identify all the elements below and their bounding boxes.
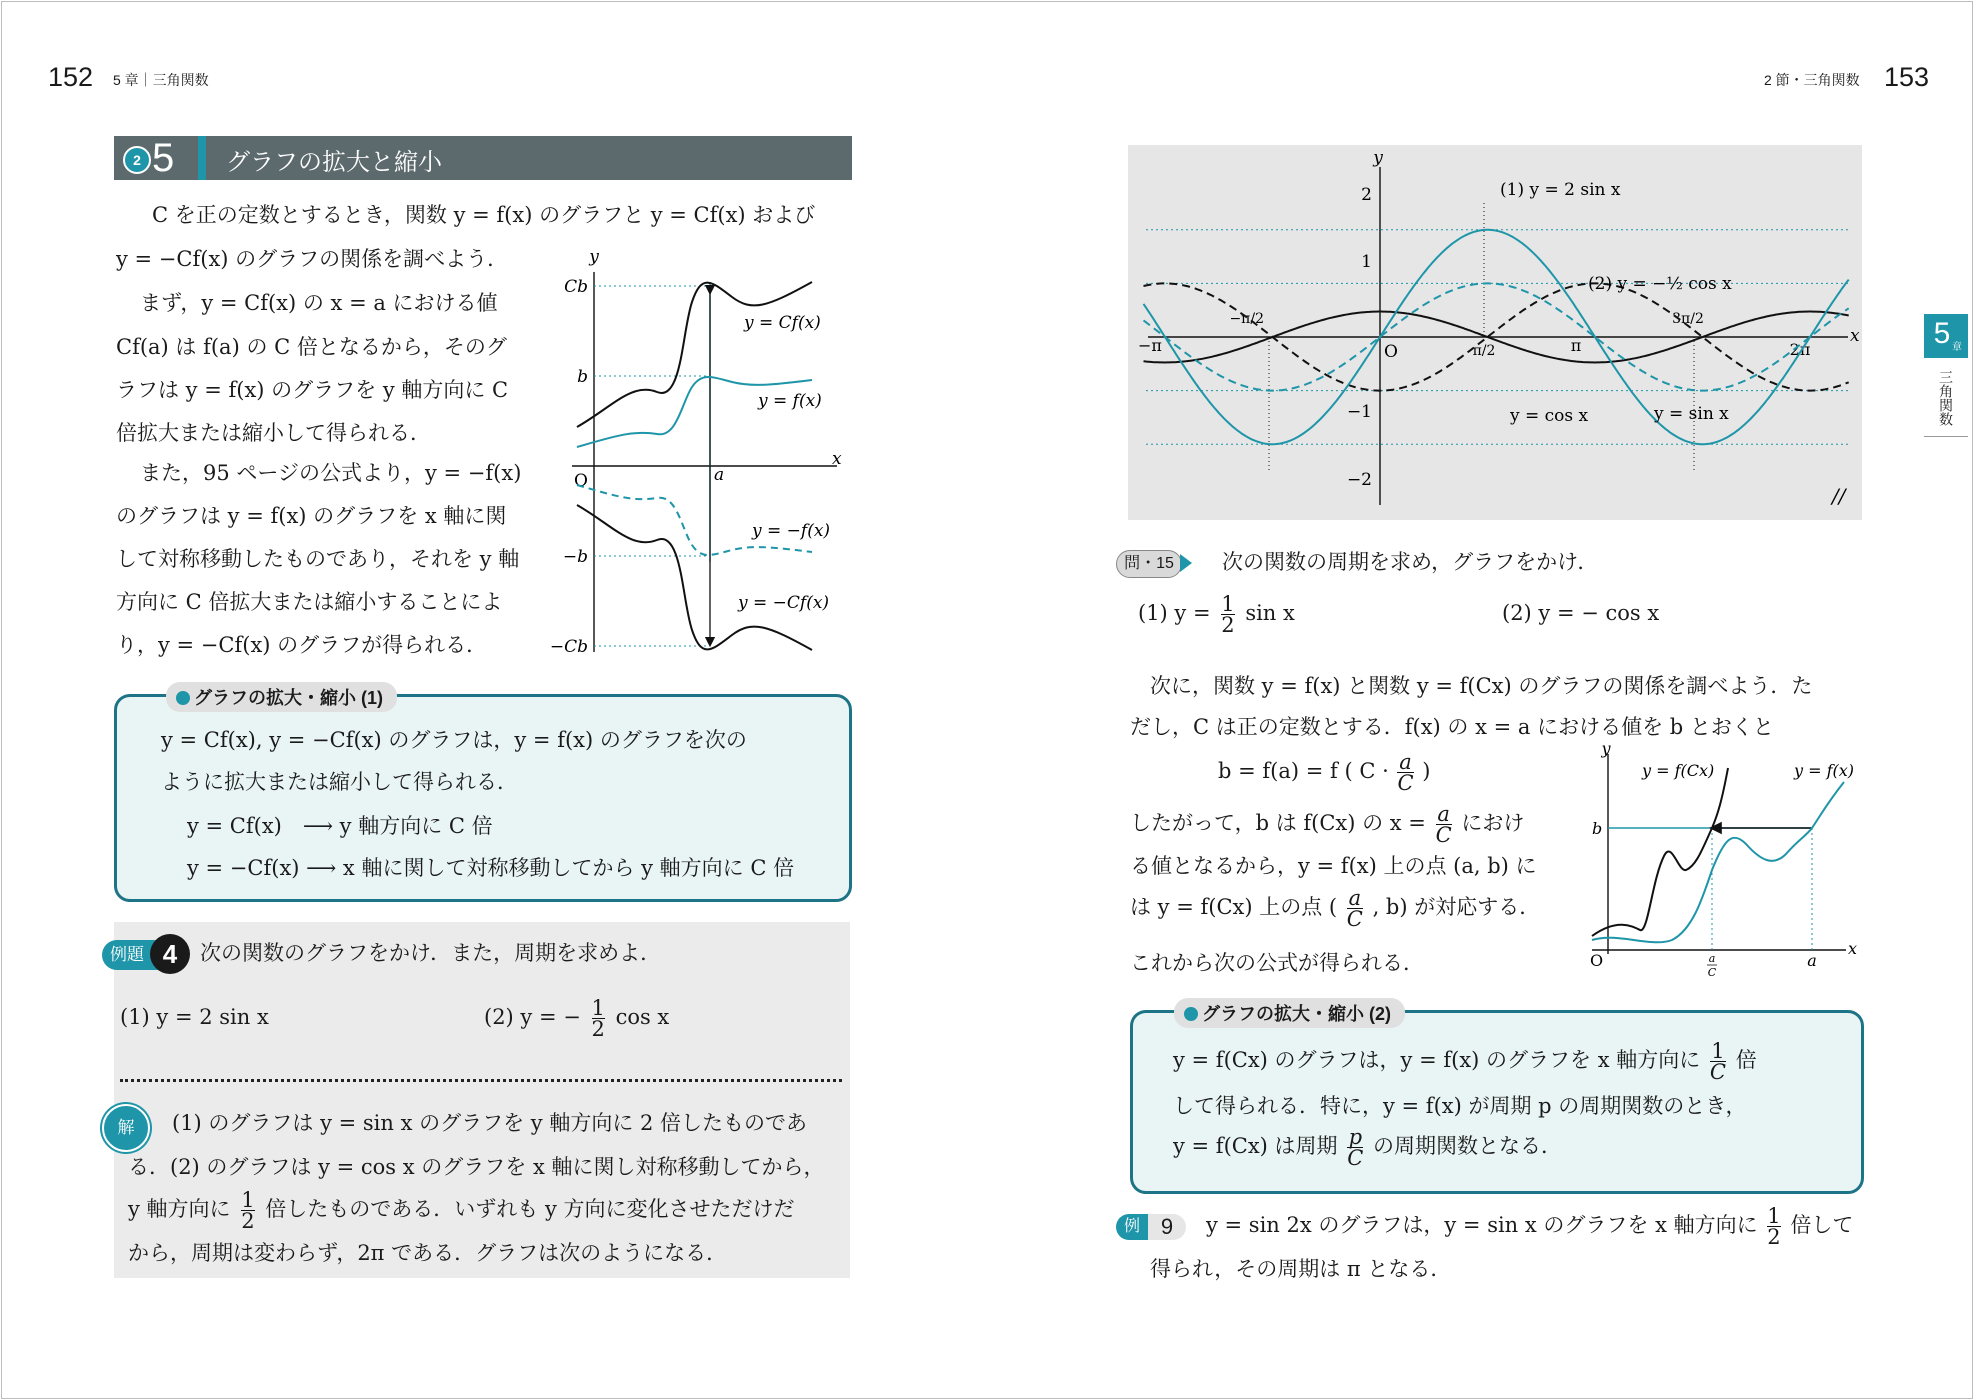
box2-line-2: して得られる．特に，y = f(x) が周期 p の周期関数のとき，	[1173, 1094, 1747, 1118]
trig-graph	[1128, 145, 1862, 520]
example-item-1: (1) y = 2 sin x	[120, 1005, 269, 1029]
chapter-tab	[1924, 314, 1968, 358]
ytick-2: 2	[1361, 185, 1372, 205]
fraction	[1347, 888, 1363, 929]
curve-neg-f	[577, 485, 812, 555]
example-badge: 例題	[102, 940, 172, 970]
label-2sin: (1) y = 2 sin x	[1500, 180, 1621, 200]
solution-line-3-pre: y 軸方向に	[128, 1197, 231, 1221]
frac-num: 1	[1711, 1039, 1725, 1063]
neg-Cb-label: −Cb	[549, 637, 588, 657]
fraction	[1767, 1206, 1780, 1247]
frac-num: a	[1348, 886, 1362, 910]
solution-line-3-post: 倍したものである．いずれも y 方向に変化させただけだ	[265, 1197, 795, 1221]
diagram2-curve-fCx	[1592, 768, 1728, 936]
diagram2-b-label: b	[1592, 819, 1603, 838]
section-header	[114, 136, 852, 180]
box2-line-1	[1173, 1039, 1757, 1082]
solution-badge: 解	[102, 1104, 150, 1152]
solution-line-4: から，周期は変わらず，2π である．グラフは次のようになる．	[128, 1241, 728, 1265]
example-item-2-suffix: cos x	[615, 1005, 670, 1029]
formula-box-2	[1130, 1010, 1864, 1194]
fraction	[1347, 1127, 1363, 1168]
text-line-6: これから次の公式が得られる．	[1130, 951, 1424, 975]
frac-den: 2	[591, 1017, 605, 1041]
diagram2-label-fx: y = f(x)	[1794, 761, 1855, 780]
diagram2-aC-num: a	[1708, 952, 1716, 965]
ytick-neg1: −1	[1346, 402, 1372, 422]
left-running-head: 5 章｜三角関数	[113, 72, 209, 88]
diagram2-a-label: a	[1807, 951, 1817, 970]
section-number: 5	[152, 136, 175, 180]
frac-num: 1	[1767, 1204, 1781, 1228]
fraction	[1710, 1041, 1726, 1082]
a-label: a	[714, 465, 725, 485]
text-line-5-pre: は y = f(Cx) 上の点 (	[1130, 895, 1338, 919]
right-page-number: 153	[1884, 62, 1930, 92]
solution-line-2: る．(2) のグラフは y = cos x のグラフを x 軸に関し対称移動してから，	[128, 1155, 825, 1179]
example-number: 4	[150, 934, 190, 974]
fraction	[1397, 752, 1413, 793]
question-item-1-prefix: (1) y =	[1138, 601, 1211, 625]
xtick-half-pi: π/2	[1472, 343, 1496, 359]
label-neg-f: y = −f(x)	[752, 521, 831, 541]
text-formula	[1218, 750, 1430, 793]
box2-line-1-post: 倍	[1735, 1048, 1757, 1072]
xtick-three-half-pi: 3π/2	[1672, 311, 1704, 327]
example-panel	[110, 922, 850, 1278]
graph-background	[1128, 145, 1862, 520]
frac-num: a	[1399, 750, 1412, 774]
subsection-badge: 2	[123, 146, 151, 174]
frac-den: C	[1435, 823, 1452, 847]
intro-line-3: まず，y = Cf(x) の x = a における値	[140, 291, 498, 315]
frac-den: C	[1709, 1060, 1726, 1084]
box2-line-3-post: の周期関数となる．	[1373, 1134, 1563, 1158]
ytick-neg2: −2	[1346, 470, 1372, 490]
compression-diagram	[1562, 740, 1882, 984]
diagram2-aC-den: C	[1707, 966, 1717, 979]
text-line-3-post: におけ	[1461, 811, 1525, 835]
box2-line-1-pre: y = f(Cx) のグラフは，y = f(x) のグラフを x 軸方向に	[1173, 1048, 1701, 1072]
question-item-1-suffix: sin x	[1245, 601, 1295, 625]
label-cos: y = cos x	[1510, 406, 1589, 426]
intro-line-8: のグラフは y = f(x) のグラフを x 軸に関	[116, 504, 507, 528]
frac-num: 1	[591, 996, 605, 1020]
diagram2-y-label: y	[1601, 740, 1611, 758]
frac-den: 2	[1767, 1225, 1781, 1249]
graph-x-label: x	[1850, 326, 1860, 346]
section-divider	[198, 136, 206, 180]
label-neg-half-cos: (2) y = −½ cos x	[1588, 274, 1732, 294]
fraction	[241, 1190, 254, 1231]
intro-line-4: Cf(a) は f(a) の C 倍となるから，そのグ	[116, 335, 507, 359]
frac-num: 1	[241, 1188, 255, 1212]
question-item-1	[1138, 592, 1295, 635]
label-sin: y = sin x	[1654, 404, 1729, 424]
chapter-tab-number: 5	[1933, 317, 1951, 350]
example9-badge: 例	[1116, 1214, 1148, 1240]
fraction	[1436, 804, 1452, 845]
dotted-rule	[120, 1079, 842, 1082]
example9-number: 9	[1148, 1214, 1186, 1240]
text-line-2: だし，C は正の定数とする．f(x) の x = a における値を b とおくと	[1130, 715, 1774, 739]
neg-b-label: −b	[562, 547, 588, 567]
fraction	[1221, 594, 1234, 635]
box1-line-2: ように拡大または縮小して得られる．	[161, 770, 518, 794]
question-arrow-icon	[1180, 554, 1192, 572]
diagram2-curve-fx	[1592, 782, 1844, 942]
example9-line-1-post: 倍して	[1790, 1213, 1854, 1237]
origin-label: O	[574, 471, 588, 491]
box1-bullet-icon	[176, 691, 190, 705]
intro-line-11: り，y = −Cf(x) のグラフが得られる．	[116, 633, 488, 657]
solution-line-1: (1) のグラフは y = sin x のグラフを y 軸方向に 2 倍したものであ	[172, 1111, 808, 1135]
intro-line-10: 方向に C 倍拡大または縮小することによ	[116, 590, 503, 614]
formula-post: )	[1422, 759, 1431, 783]
graph-cut-mark: //	[1832, 484, 1846, 508]
frac-den: C	[1347, 1146, 1364, 1170]
fraction	[592, 998, 605, 1039]
intro-line-7: また，95 ページの公式より，y = −f(x)	[140, 461, 522, 485]
diagram2-label-fCx: y = f(Cx)	[1642, 761, 1715, 780]
box1-title-text: グラフの拡大・縮小 (1)	[194, 688, 383, 708]
tab-rule	[1924, 436, 1968, 437]
box2-line-3	[1173, 1125, 1562, 1168]
label-neg-Cf: y = −Cf(x)	[738, 593, 830, 613]
diagram2-x-label: x	[1848, 939, 1858, 958]
intro-line-1: C を正の定数とするとき，関数 y = f(x) のグラフと y = Cf(x) および	[152, 203, 816, 227]
box1-line-1: y = Cf(x), y = −Cf(x) のグラフは，y = f(x) のグラフを次の	[161, 728, 747, 752]
box2-bullet-icon	[1184, 1007, 1198, 1021]
example9-line-1	[1206, 1204, 1853, 1247]
question-item-2: (2) y = − cos x	[1502, 601, 1660, 625]
example-item-2-prefix: (2) y = −	[484, 1005, 581, 1029]
text-line-5	[1130, 886, 1540, 929]
box1-title	[166, 682, 397, 712]
left-page-number: 152	[48, 62, 94, 92]
y-axis-label: y	[589, 247, 599, 267]
frac-den: 2	[1221, 613, 1235, 637]
xtick-two-pi: 2π	[1789, 340, 1811, 359]
label-f: y = f(x)	[758, 391, 822, 411]
curve-f	[577, 377, 812, 447]
formula-pre: b = f(a) = f ( C ·	[1218, 759, 1389, 783]
scaling-diagram	[532, 242, 862, 662]
box2-line-3-pre: y = f(Cx) は周期	[1173, 1134, 1338, 1158]
book-spread	[1, 1, 1973, 1399]
frac-den: C	[1397, 771, 1414, 795]
ytick-1: 1	[1361, 252, 1372, 272]
intro-line-9: して対称移動したものであり，それを y 軸	[116, 547, 520, 571]
section-title: グラフの拡大と縮小	[226, 149, 442, 176]
frac-num: p	[1348, 1125, 1363, 1149]
b-label: b	[577, 367, 588, 387]
text-line-3	[1130, 802, 1524, 845]
right-running-head: 2 節・三角関数	[1764, 72, 1860, 88]
intro-line-5: ラフは y = f(x) のグラフを y 軸方向に C	[116, 378, 509, 402]
box2-title-text: グラフの拡大・縮小 (2)	[1202, 1004, 1391, 1024]
text-line-4: る値となるから，y = f(x) 上の点 (a, b) に	[1130, 854, 1537, 878]
example-item-2	[484, 996, 669, 1039]
frac-num: a	[1437, 802, 1450, 826]
text-line-3-pre: したがって，b は f(Cx) の x =	[1130, 811, 1426, 835]
example9-line-2: 得られ，その周期は π となる．	[1150, 1257, 1452, 1281]
frac-den: 2	[241, 1209, 255, 1233]
chapter-tab-label: 三角関数	[1938, 370, 1954, 426]
chapter-tab-unit: 章	[1952, 342, 1962, 353]
question-prompt: 次の関数の周期を求め，グラフをかけ．	[1222, 550, 1599, 574]
Cb-label: Cb	[564, 277, 588, 297]
box1-line-3: y = Cf(x) ⟶ y 軸方向に C 倍	[187, 814, 493, 838]
xtick-neg-pi: −π	[1138, 336, 1162, 355]
graph-y-label: y	[1373, 148, 1383, 168]
box2-title	[1174, 998, 1405, 1028]
label-Cf: y = Cf(x)	[744, 313, 821, 333]
box1-line-4: y = −Cf(x) ⟶ x 軸に関して対称移動してから y 軸方向に C 倍	[187, 856, 795, 880]
graph-origin: O	[1384, 342, 1398, 362]
xtick-pi: π	[1570, 336, 1582, 355]
text-line-1: 次に，関数 y = f(x) と関数 y = f(Cx) のグラフの関係を調べよう．た	[1150, 674, 1813, 698]
question-badge: 問・15	[1116, 550, 1182, 578]
xtick-neg-half-pi: −π/2	[1229, 311, 1264, 327]
solution-line-3	[128, 1188, 795, 1231]
frac-num: 1	[1221, 592, 1235, 616]
formula-box-1	[114, 694, 852, 902]
intro-line-2: y = −Cf(x) のグラフの関係を調べよう．	[116, 247, 509, 271]
frac-den: C	[1346, 907, 1363, 931]
example-prompt: 次の関数のグラフをかけ．また，周期を求めよ．	[200, 941, 662, 965]
x-axis-label: x	[832, 449, 842, 469]
example9-line-1-pre: y = sin 2x のグラフは，y = sin x のグラフを x 軸方向に	[1206, 1213, 1758, 1237]
diagram2-origin: O	[1590, 951, 1604, 970]
intro-line-6: 倍拡大または縮小して得られる．	[116, 421, 431, 445]
text-line-5-post: , b) が対応する．	[1372, 895, 1541, 919]
